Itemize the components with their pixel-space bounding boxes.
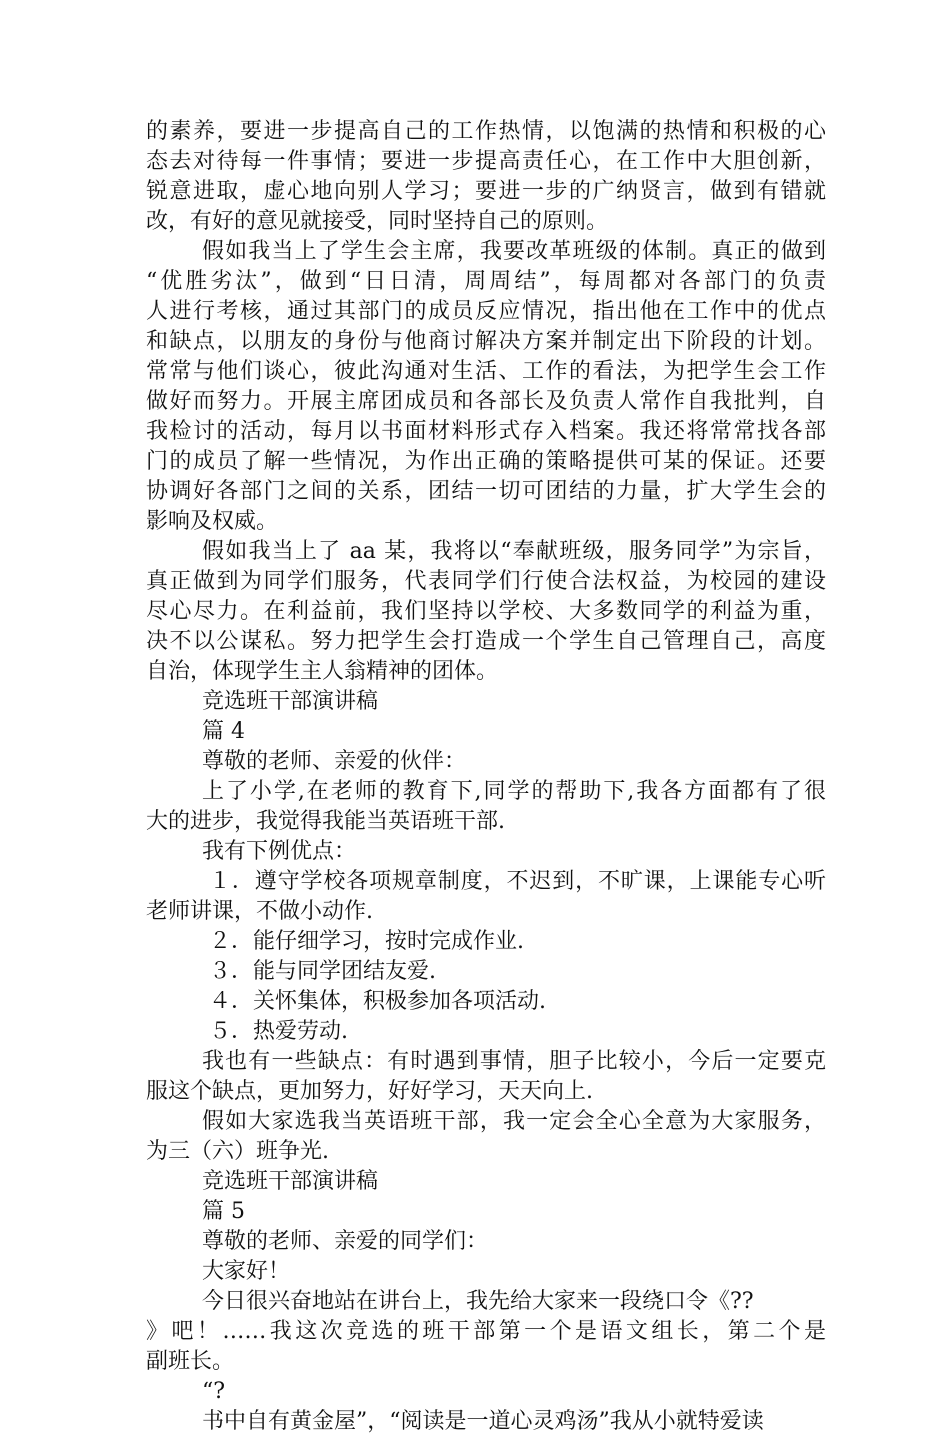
list-item: ２．能仔细学习，按时完成作业.	[209, 929, 524, 954]
text-line: 自治，体现学生主人翁精神的团体。	[146, 659, 499, 684]
text-line: 态去对待每一件事情；要进一步提高责任心，在工作中大胆创新，	[146, 149, 826, 174]
text-line: “优胜劣汰”，做到“日日清，周周结”，每周都对各部门的负责	[146, 269, 826, 294]
list-item: ３．能与同学团结友爱.	[209, 959, 436, 984]
text-line: 》吧！……我这次竞选的班干部第一个是语文组长，第二个是	[146, 1319, 826, 1344]
list-item: ４．关怀集体，积极参加各项活动.	[209, 989, 546, 1014]
text-line: 人进行考核，通过其部门的成员反应情况，指出他在工作中的优点	[146, 299, 826, 324]
salutation: 尊敬的老师、亲爱的伙伴：	[202, 749, 467, 774]
paragraph-start-line: 我也有一些缺点：有时遇到事情，胆子比较小，今后一定要克	[202, 1049, 826, 1074]
paragraph-start-line: 上了小学,在老师的教育下,同学的帮助下,我各方面都有了很	[202, 779, 826, 804]
list-item: １．遵守学校各项规章制度，不迟到，不旷课，上课能专心听	[209, 869, 826, 894]
text-line: 的素养，要进一步提高自己的工作热情，以饱满的热情和积极的心	[146, 119, 826, 144]
text-line: 做好而努力。开展主席团成员和各部长及负责人常作自我批判，自	[146, 389, 826, 414]
text-line: 大的进步，我觉得我能当英语班干部.	[146, 809, 505, 834]
text-line: 影响及权威。	[146, 509, 279, 534]
section-title: 竞选班干部演讲稿	[202, 1169, 379, 1194]
paragraph-start-line: 今日很兴奋地站在讲台上，我先给大家来一段绕口令《??	[202, 1289, 754, 1314]
text-line: 老师讲课，不做小动作.	[146, 899, 373, 924]
section-title: 竞选班干部演讲稿	[202, 689, 379, 714]
greeting: 大家好！	[202, 1259, 291, 1284]
text-line: 真正做到为同学们服务，代表同学们行使合法权益，为校园的建设	[146, 569, 826, 594]
text-line: 协调好各部门之间的关系，团结一切可团结的力量，扩大学生会的	[146, 479, 826, 504]
text-line: 常常与他们谈心，彼此沟通对生活、工作的看法，为把学生会工作	[146, 359, 826, 384]
text-line: 我检讨的活动，每月以书面材料形式存入档案。我还将常常找各部	[146, 419, 826, 444]
salutation: 尊敬的老师、亲爱的同学们：	[202, 1229, 489, 1254]
paragraph-start-line: 书中自有黄金屋”，“阅读是一道心灵鸡汤”我从小就特爱读	[202, 1409, 764, 1434]
text-line: 和缺点，以朋友的身份与他商讨解决方案并制定出下阶段的计划。	[146, 329, 826, 354]
section-number: 篇 4	[202, 719, 245, 744]
section-number: 篇 5	[202, 1199, 245, 1224]
text-line: 决不以公谋私。努力把学生会打造成一个学生自己管理自己，高度	[146, 629, 826, 654]
text-line: 门的成员了解一些情况，为作出正确的策略提供可某的保证。还要	[146, 449, 826, 474]
paragraph-start-line: 假如大家选我当英语班干部，我一定会全心全意为大家服务，	[202, 1109, 826, 1134]
text-line: 为三（六）班争光.	[146, 1139, 329, 1164]
text-line: 改，有好的意见就接受，同时坚持自己的原则。	[146, 209, 609, 234]
text-line: 副班长。	[146, 1349, 235, 1374]
text-line: 锐意进取，虚心地向别人学习；要进一步的广纳贤言，做到有错就	[146, 179, 826, 204]
text-line: 服这个缺点，更加努力，好好学习，天天向上.	[146, 1079, 593, 1104]
paragraph-start-line: 我有下例优点：	[202, 839, 357, 864]
paragraph-start-line: 假如我当上了 aa 某，我将以“奉献班级，服务同学”为宗旨，	[202, 539, 826, 564]
document-body	[146, 117, 826, 1437]
list-item: ５．热爱劳动.	[209, 1019, 348, 1044]
text-line: 尽心尽力。在利益前，我们坚持以学校、大多数同学的利益为重，	[146, 599, 826, 624]
paragraph-start-line: “?	[202, 1379, 226, 1404]
paragraph-start-line: 假如我当上了学生会主席，我要改革班级的体制。真正的做到	[202, 239, 826, 264]
